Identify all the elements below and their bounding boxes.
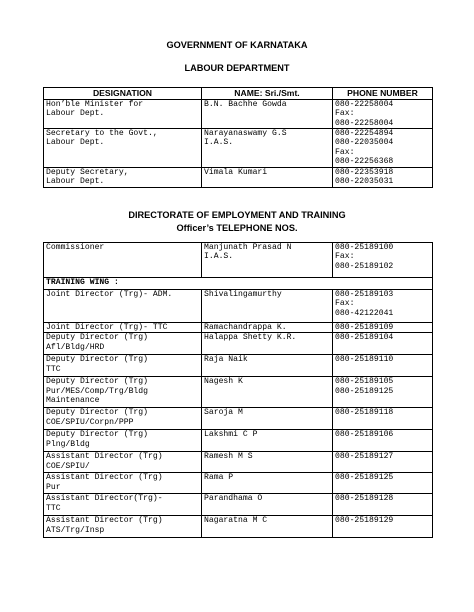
designation-cell: Commissioner — [44, 243, 202, 278]
table-row — [44, 323, 433, 333]
designation-cell: Deputy Director (Trg) Pur/MES/Comp/Trg/Bldg Maintenance — [44, 377, 202, 408]
phone-cell: 080-25189129 — [333, 516, 433, 538]
designation-cell: Deputy Director (Trg) Afl/Bldg/HRD — [44, 333, 202, 355]
designation-cell: Assistant Director (Trg) Pur — [44, 473, 202, 494]
name-cell: Rama P — [202, 473, 333, 494]
name-cell: Ramachandrappa K. — [202, 323, 333, 333]
column-header-name: NAME: Sri./Smt. — [202, 88, 333, 100]
designation-cell: Deputy Director (Trg) TTC — [44, 355, 202, 377]
phone-cell: 080-25189100 Fax: 080-25189102 — [333, 243, 433, 278]
designation-cell: Deputy Director (Trg) Plng/Bldg — [44, 430, 202, 452]
table-row — [44, 290, 433, 323]
phone-cell: 080-25189103 Fax: 080-42122041 — [333, 290, 433, 323]
phone-cell: 080-25189110 — [333, 355, 433, 377]
table-row — [44, 494, 433, 516]
table-row — [44, 377, 433, 408]
phone-cell: 080-25189106 — [333, 430, 433, 452]
name-cell: Manjunath Prasad N I.A.S. — [202, 243, 333, 278]
phone-cell: 080-22254894 080-22035004 Fax: 080-22256368 — [333, 129, 433, 168]
phone-cell: 080-25189127 — [333, 452, 433, 473]
ministry-contacts-table — [43, 87, 433, 188]
directorate-heading: DIRECTORATE OF EMPLOYMENT AND TRAINING — [128, 210, 346, 220]
name-cell: Narayanaswamy G.S I.A.S. — [202, 129, 333, 168]
table-row — [44, 100, 433, 129]
name-cell: Nagesh K — [202, 377, 333, 408]
officers-telephone-table — [43, 242, 433, 538]
training-wing-section-row — [44, 278, 433, 290]
table-row — [44, 516, 433, 538]
name-cell: Halappa Shetty K.R. — [202, 333, 333, 355]
government-heading: GOVERNMENT OF KARNATAKA — [166, 40, 308, 50]
designation-cell: Assistant Director (Trg) ATS/Trg/Insp — [44, 516, 202, 538]
designation-cell: Joint Director (Trg)- TTC — [44, 323, 202, 333]
phone-cell: 080-22258004 Fax: 080-22258004 — [333, 100, 433, 129]
table-row — [44, 430, 433, 452]
table-header-row — [44, 88, 433, 100]
name-cell: Ramesh M S — [202, 452, 333, 473]
phone-cell: 080-25189104 — [333, 333, 433, 355]
column-header-designation: DESIGNATION — [44, 88, 202, 100]
table-row — [44, 243, 433, 278]
designation-cell: Joint Director (Trg)- ADM. — [44, 290, 202, 323]
designation-cell: Assistant Director (Trg) COE/SPIU/ — [44, 452, 202, 473]
phone-cell: 080-25189105 080-25189125 — [333, 377, 433, 408]
name-cell: B.N. Bachhe Gowda — [202, 100, 333, 129]
designation-cell: Deputy Director (Trg) COE/SPIU/Corpn/PPP — [44, 408, 202, 430]
table-row — [44, 333, 433, 355]
table-row — [44, 355, 433, 377]
phone-cell: 080-22353918 080-22035031 — [333, 168, 433, 188]
phone-cell: 080-25189128 — [333, 494, 433, 516]
name-cell: Raja Naik — [202, 355, 333, 377]
column-header-phone: PHONE NUMBER — [333, 88, 433, 100]
table-row — [44, 452, 433, 473]
designation-cell: Assistant Director(Trg)- TTC — [44, 494, 202, 516]
table-row — [44, 129, 433, 168]
name-cell: Nagaratna M C — [202, 516, 333, 538]
phone-cell: 080-25189125 — [333, 473, 433, 494]
department-heading: LABOUR DEPARTMENT — [184, 63, 290, 73]
name-cell: Parandhama O — [202, 494, 333, 516]
table-row — [44, 408, 433, 430]
name-cell: Lakshmi C P — [202, 430, 333, 452]
designation-cell: Deputy Secretary, Labour Dept. — [44, 168, 202, 188]
phone-cell: 080-25189109 — [333, 323, 433, 333]
name-cell: Vimala Kumari — [202, 168, 333, 188]
phone-cell: 080-25189118 — [333, 408, 433, 430]
table-row — [44, 168, 433, 188]
training-wing-label: TRAINING WING : — [44, 278, 433, 290]
name-cell: Shivalingamurthy — [202, 290, 333, 323]
table-row — [44, 473, 433, 494]
designation-cell: Secretary to the Govt., Labour Dept. — [44, 129, 202, 168]
directorate-subheading: Officer’s TELEPHONE NOS. — [176, 223, 298, 233]
designation-cell: Hon’ble Minister for Labour Dept. — [44, 100, 202, 129]
name-cell: Saroja M — [202, 408, 333, 430]
